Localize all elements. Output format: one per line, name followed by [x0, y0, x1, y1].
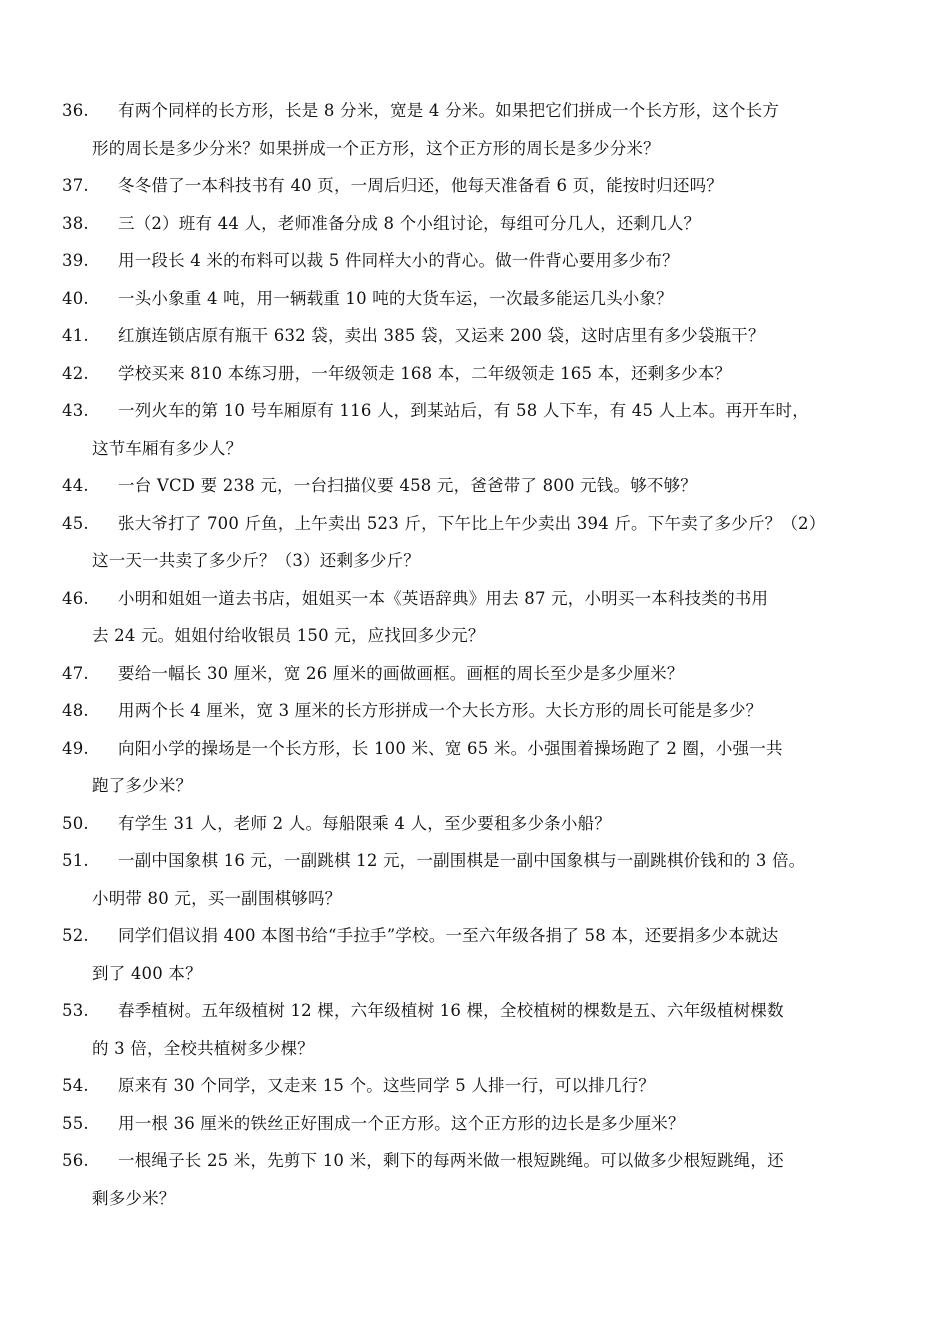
problem-text-continuation: 去 24 元。姐姐付给收银员 150 元，应找回多少元？ — [92, 626, 485, 645]
problem-text-line: 有学生 31 人，老师 2 人。每船限乘 4 人，至少要租多少条小船？ — [118, 813, 611, 833]
problem-number: 52. — [62, 926, 89, 945]
problem-text-continuation: 小明带 80 元，买一副围棋够吗？ — [92, 888, 342, 908]
problem-text — [92, 580, 862, 655]
problem-text-line: 要给一幅长 30 厘米，宽 26 厘米的画做画框。画框的周长至少是多少厘米？ — [118, 663, 684, 683]
problem-item — [62, 655, 862, 693]
problem-text-line: 一副中国象棋 16 元，一副跳棋 12 元，一副围棋是一副中国象棋与一副跳棋价钱和的 3 倍。 — [118, 851, 806, 870]
problem-text-line: 有两个同样的长方形，长是 8 分米，宽是 4 分米。如果把它们拼成一个长方形，这个长方 — [118, 101, 780, 120]
problem-text-continuation: 形的周长是多少分米？如果拼成一个正方形，这个正方形的周长是多少分米？ — [92, 138, 660, 158]
problem-number: 46. — [62, 588, 89, 608]
problem-item — [62, 580, 862, 655]
problem-text — [92, 505, 862, 580]
problem-text — [118, 1067, 862, 1105]
problem-item — [62, 917, 862, 992]
problem-text — [118, 805, 862, 843]
problem-text — [92, 730, 862, 805]
problem-item — [62, 92, 862, 167]
problem-text-line: 冬冬借了一本科技书有 40 页，一周后归还，他每天准备看 6 页，能按时归还吗？ — [118, 176, 723, 195]
problem-text — [118, 355, 862, 393]
problem-number: 48. — [62, 701, 89, 720]
problem-item — [62, 467, 862, 505]
problem-item — [62, 1142, 862, 1217]
problem-number: 40. — [62, 288, 89, 308]
problem-text — [92, 992, 862, 1067]
problem-text-line: 用两个长 4 厘米，宽 3 厘米的长方形拼成一个大长方形。大长方形的周长可能是多少？ — [118, 701, 763, 720]
problem-text — [118, 692, 862, 730]
problem-text-line: 学校买来 810 本练习册，一年级领走 168 本，二年级领走 165 本，还剩多少本？ — [118, 363, 732, 383]
problem-item — [62, 355, 862, 393]
problem-number: 45. — [62, 513, 89, 533]
problem-number: 38. — [62, 213, 89, 233]
problem-text-line: 一台 VCD 要 238 元，一台扫描仪要 458 元，爸爸带了 800 元钱。够不够？ — [118, 476, 698, 495]
problem-text-line: 春季植树。五年级植树 12 棵，六年级植树 16 棵，全校植树的棵数是五、六年级植树棵数 — [118, 1001, 784, 1020]
problem-item — [62, 842, 862, 917]
problem-text — [92, 842, 862, 917]
problem-text-line: 向阳小学的操场是一个长方形，长 100 米、宽 65 米。小强围着操场跑了 2 圈，小强一共 — [118, 738, 783, 758]
problem-text — [92, 392, 862, 467]
problem-text — [92, 1142, 862, 1217]
problem-text-line: 红旗连锁店原有瓶干 632 袋，卖出 385 袋，又运来 200 袋，这时店里有多少袋瓶干？ — [118, 326, 765, 345]
problem-item — [62, 317, 862, 355]
problem-number: 54. — [62, 1076, 89, 1095]
problem-text-line: 张大爷打了 700 斤鱼，上午卖出 523 斤，下午比上午少卖出 394 斤。下午卖了多少斤？（2） — [118, 513, 826, 533]
problem-text-line: 一根绳子长 25 米，先剪下 10 米，剩下的每两米做一根短跳绳。可以做多少根短跳绳，还 — [118, 1151, 784, 1170]
problem-text — [118, 655, 862, 693]
problem-number: 56. — [62, 1151, 89, 1170]
problem-number: 41. — [62, 326, 89, 345]
problem-item — [62, 730, 862, 805]
problem-item — [62, 167, 862, 205]
problem-item — [62, 1067, 862, 1105]
problem-number: 47. — [62, 663, 89, 683]
problem-text-line: 原来有 30 个同学，又走来 15 个。这些同学 5 人排一行，可以排几行？ — [118, 1076, 656, 1095]
problem-text-line: 用一根 36 厘米的铁丝正好围成一个正方形。这个正方形的边长是多少厘米？ — [118, 1113, 685, 1133]
problem-text — [118, 467, 862, 505]
problem-text-line: 小明和姐姐一道去书店，姐姐买一本《英语辞典》用去 87 元，小明买一本科技类的书用 — [118, 588, 769, 608]
problem-text — [92, 917, 862, 992]
problem-item — [62, 392, 862, 467]
problem-text — [118, 205, 862, 243]
problem-text-continuation: 剩多少米？ — [92, 1188, 176, 1208]
problem-number: 49. — [62, 738, 89, 758]
problem-text — [118, 242, 862, 280]
problem-text-line: 一头小象重 4 吨，用一辆载重 10 吨的大货车运，一次最多能运几头小象？ — [118, 288, 673, 308]
problem-number: 53. — [62, 1001, 89, 1020]
problem-text-continuation: 这节车厢有多少人？ — [92, 438, 243, 458]
problem-number: 51. — [62, 851, 89, 870]
problem-text-continuation: 到了 400 本？ — [92, 963, 202, 983]
problem-number: 44. — [62, 476, 89, 495]
problem-text — [118, 167, 862, 205]
problem-number: 42. — [62, 363, 89, 383]
problem-item — [62, 205, 862, 243]
problem-text-line: 一列火车的第 10 号车厢原有 116 人，到某站后，有 58 人下车，有 45 人上本。再开车时， — [118, 401, 809, 420]
problem-text-line: 三（2）班有 44 人，老师准备分成 8 个小组讨论，每组可分几人，还剩几人？ — [118, 213, 701, 233]
problem-number: 37. — [62, 176, 89, 195]
problem-text-continuation: 的 3 倍，全校共植树多少棵？ — [92, 1038, 314, 1058]
problem-item — [62, 805, 862, 843]
problem-text — [118, 280, 862, 318]
problem-item — [62, 280, 862, 318]
problem-item — [62, 505, 862, 580]
problem-number: 43. — [62, 401, 89, 420]
problem-list — [62, 92, 862, 1217]
problem-number: 50. — [62, 813, 89, 833]
problem-text — [118, 317, 862, 355]
problem-item — [62, 242, 862, 280]
problem-item — [62, 1105, 862, 1143]
problem-text — [118, 1105, 862, 1143]
problem-text — [92, 92, 862, 167]
problem-text-continuation: 跑了多少米？ — [92, 776, 193, 795]
problem-number: 36. — [62, 101, 89, 120]
problem-text-continuation: 这一天一共卖了多少斤？（3）还剩多少斤？ — [92, 551, 420, 570]
problem-item — [62, 992, 862, 1067]
problem-item — [62, 692, 862, 730]
problem-text-line: 用一段长 4 米的布料可以裁 5 件同样大小的背心。做一件背心要用多少布？ — [118, 251, 679, 270]
problem-text-line: 同学们倡议捐 400 本图书给“手拉手”学校。一至六年级各捐了 58 本，还要捐多少本就达 — [118, 926, 779, 945]
problem-number: 39. — [62, 251, 89, 270]
problem-number: 55. — [62, 1113, 89, 1133]
